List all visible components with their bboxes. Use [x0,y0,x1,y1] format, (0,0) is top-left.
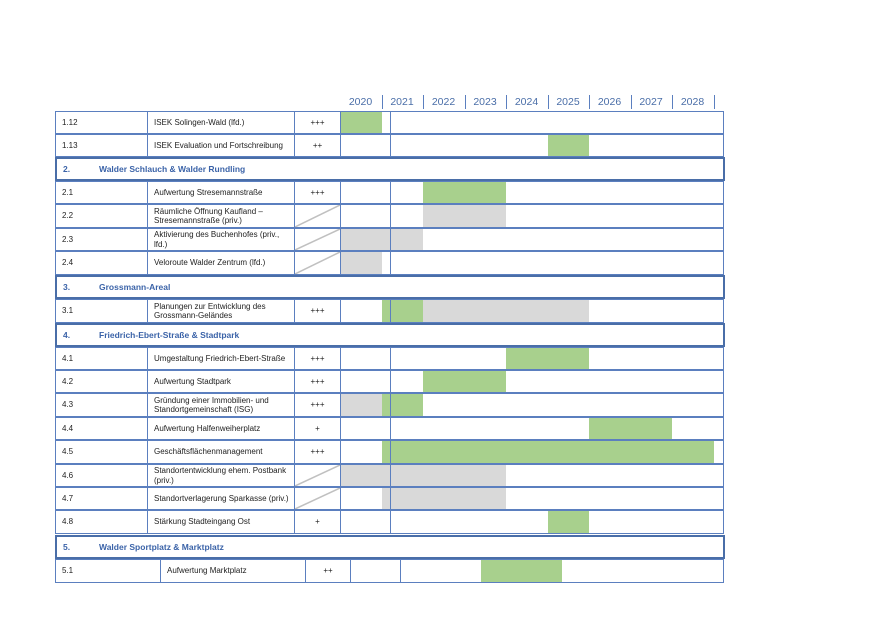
bar-private [423,300,589,322]
year-cell-divider [351,560,401,582]
row-number: 4.5 [56,441,148,463]
year-label-2022: 2022 [431,96,456,108]
table-row [55,228,724,251]
measure-name: Aufwertung Marktplatz [161,560,306,582]
table-row [55,393,724,417]
section-header [55,535,725,559]
no-priority-slash [295,488,340,509]
year-cell-divider [341,418,391,439]
no-priority-slash [295,252,340,274]
bar-planned [423,371,506,392]
year-cell-divider [341,394,391,416]
row-number: 1.12 [56,112,148,133]
section-title: Grossmann-Areal [99,282,171,292]
section-number: 3. [63,282,71,292]
table-row [55,370,724,393]
row-number: 3.1 [56,300,148,322]
measure-name: ISEK Evaluation und Fortschreibung [148,135,295,156]
section-header [55,323,725,347]
row-number: 4.2 [56,371,148,392]
table-row [55,204,724,228]
priority [295,229,341,250]
table-row [55,347,724,370]
table-row [55,111,724,134]
measure-name: Aktivierung des Buchenhofes (priv., lfd.) [148,229,295,250]
year-cell-divider [341,371,391,392]
priority: ++ [295,135,341,156]
priority: +++ [295,371,341,392]
priority: +++ [295,300,341,322]
row-number: 4.7 [56,488,148,509]
priority [295,252,341,274]
measure-name: Räumliche Öffnung Kaufland – Stresemannstraße (priv.) [148,205,295,227]
priority [295,465,341,486]
section-title: Walder Schlauch & Walder Rundling [99,164,246,174]
bar-planned [548,511,590,533]
priority: +++ [295,112,341,133]
table-row [55,487,724,510]
measure-name: Veloroute Walder Zentrum (lfd.) [148,252,295,274]
year-label-2021: 2021 [390,96,414,108]
measure-name: Aufwertung Stadtpark [148,371,295,392]
year-cell-divider [341,252,391,274]
bar-planned [423,182,506,203]
measure-name: Standortverlagerung Sparkasse (priv.) [148,488,295,509]
row-number: 2.2 [56,205,148,227]
year-cell-divider [341,441,391,463]
row-number: 4.8 [56,511,148,533]
table-row [55,440,724,464]
row-number: 4.4 [56,418,148,439]
measure-name: Gründung einer Immobilien- und Standortgemeinschaft (ISG) [148,394,295,416]
bar-planned [481,560,562,582]
measure-name: Aufwertung Stresemannstraße [148,182,295,203]
table-row [55,417,724,440]
year-label-2020: 2020 [348,96,373,108]
year-cell-divider [341,488,391,509]
row-number: 4.6 [56,465,148,486]
row-number: 2.3 [56,229,148,250]
priority: +++ [295,394,341,416]
bar-private [382,488,507,509]
no-priority-slash [295,205,340,227]
bar-planned [589,418,672,439]
no-priority-slash [295,229,340,250]
priority [295,205,341,227]
measure-name: Standortentwicklung ehem. Postbank (priv.) [148,465,295,486]
section-title: Friedrich-Ebert-Straße & Stadtpark [99,330,240,340]
table-row [55,134,724,157]
section-title: Walder Sportplatz & Marktplatz [99,542,224,552]
section-number: 4. [63,330,71,340]
year-cell-divider [341,348,391,369]
year-cell-divider [341,300,391,322]
priority: +++ [295,441,341,463]
year-label-2025: 2025 [556,96,580,108]
measure-name: Geschäftsflächenmanagement [148,441,295,463]
priority: +++ [295,348,341,369]
row-number: 1.13 [56,135,148,156]
section-header [55,157,725,181]
year-cell-divider [341,229,391,250]
year-label-2028: 2028 [680,96,705,108]
row-number: 2.1 [56,182,148,203]
section-number: 5. [63,542,71,552]
table-row [55,559,724,583]
year-cell-divider [341,511,391,533]
year-cell-divider [341,465,391,486]
measure-name: Planungen zur Entwicklung des Grossmann-Geländes [148,300,295,322]
section-number: 2. [63,164,71,174]
measure-name: Aufwertung Halfenweiherplatz [148,418,295,439]
year-cell-divider [341,205,391,227]
year-cell-divider [341,112,391,133]
year-cell-divider [341,135,391,156]
row-number: 4.3 [56,394,148,416]
priority: + [295,511,341,533]
row-number: 5.1 [56,560,161,582]
table-row [55,251,724,275]
priority: +++ [295,182,341,203]
year-label-2023: 2023 [473,96,497,108]
bar-planned [382,441,714,463]
bar-planned [506,348,589,369]
table-row [55,510,724,534]
row-number: 4.1 [56,348,148,369]
year-label-2027: 2027 [639,96,663,108]
priority [295,488,341,509]
measure-name: Umgestaltung Friedrich-Ebert-Straße [148,348,295,369]
table-row [55,299,724,323]
table-row [55,181,724,204]
section-header [55,275,725,299]
row-number: 2.4 [56,252,148,274]
measure-name: ISEK Solingen-Wald (lfd.) [148,112,295,133]
priority: ++ [306,560,351,582]
year-label-2026: 2026 [597,96,622,108]
year-cell-divider [341,182,391,203]
bar-planned [548,135,590,156]
table-row [55,464,724,487]
priority: + [295,418,341,439]
bar-private [423,205,506,227]
no-priority-slash [295,465,340,486]
measure-name: Stärkung Stadteingang Ost [148,511,295,533]
year-label-2024: 2024 [514,96,539,108]
